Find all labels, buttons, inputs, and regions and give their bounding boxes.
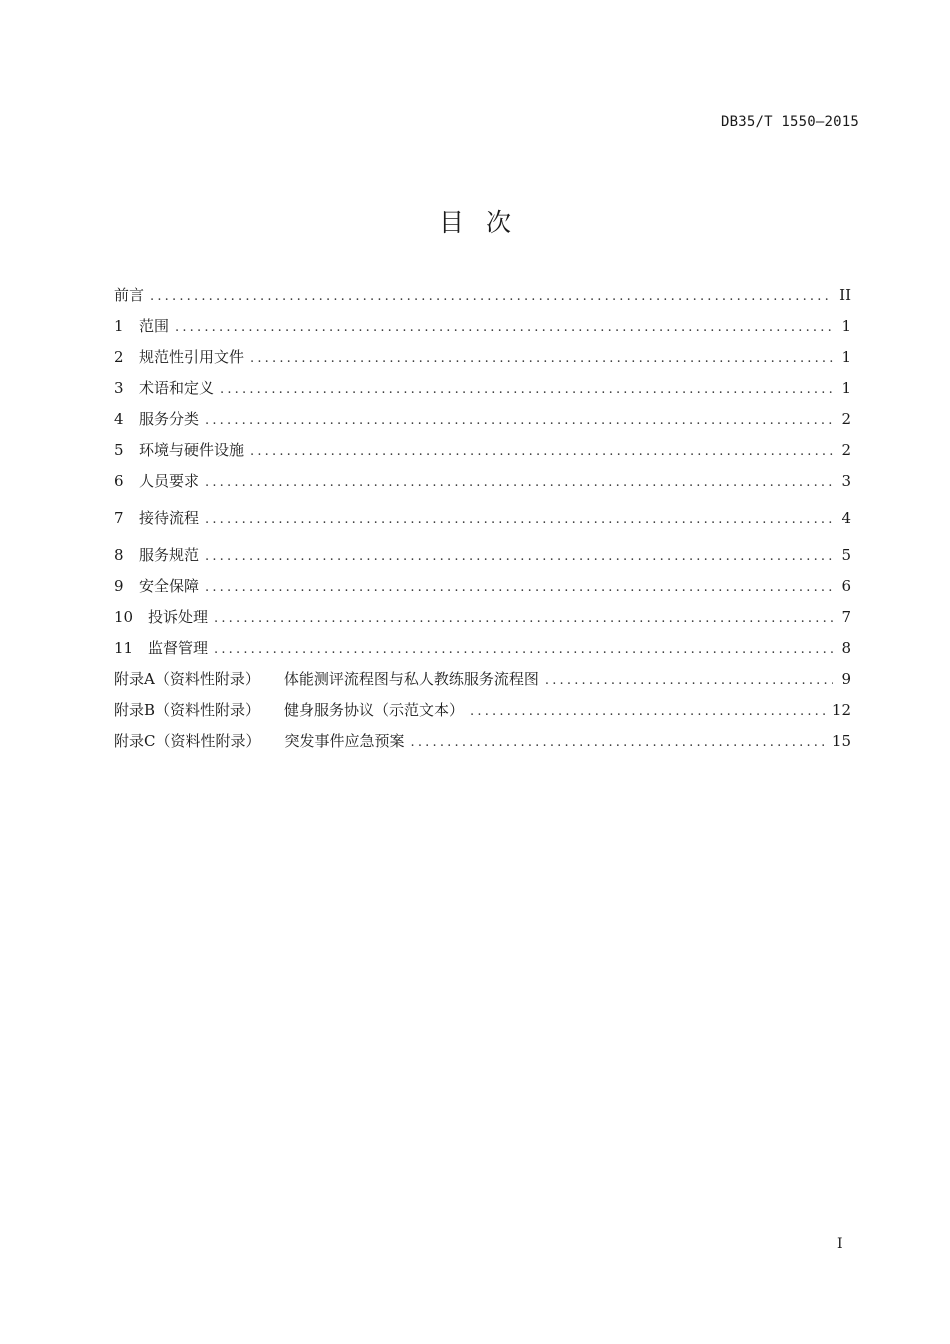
toc-entry-number: 11 [114,639,134,657]
toc-entry-label: 安全保障 [139,577,200,595]
toc-entry-label: 监督管理 [148,639,209,657]
toc-entry-number: 3 [114,379,124,397]
toc-entry-appendix-b[interactable] [114,699,851,730]
dot-leader [470,704,826,719]
toc-entry-page: 7 [841,608,851,626]
toc-entry-label: 接待流程 [139,509,200,527]
toc-entry-page: 4 [841,509,851,527]
toc-entry-4[interactable] [114,408,851,439]
toc-entry-8[interactable] [114,544,851,575]
toc-entry-page: 3 [841,472,851,490]
toc-appendix-prefix: 附录A（资料性附录） [114,670,260,688]
dot-leader [545,673,833,688]
toc-entry-11[interactable] [114,637,851,668]
toc-entry-label: 体能测评流程图与私人教练服务流程图 [283,670,539,688]
dot-leader [411,735,826,750]
toc-entry-label: 术语和定义 [139,379,215,397]
page-number: I [837,1236,843,1252]
toc-entry-label: 突发事件应急预案 [284,732,405,750]
toc-appendix-prefix: 附录B（资料性附录） [114,701,261,719]
toc-entry-label: 投诉处理 [148,608,209,626]
dot-leader [205,413,833,428]
toc-entry-number: 6 [114,472,124,490]
dot-leader [205,549,833,564]
toc-entry-page: 1 [841,348,851,366]
toc-entry-number: 1 [114,317,124,335]
dot-leader [214,611,833,626]
table-of-contents [114,284,851,761]
toc-entry-page: 6 [841,577,851,595]
toc-entry-5[interactable] [114,439,851,470]
toc-entry-label: 服务分类 [139,410,200,428]
toc-entry-number: 4 [114,410,124,428]
toc-entry-number: 2 [114,348,124,366]
dot-leader [205,512,833,527]
toc-entry-number: 5 [114,441,124,459]
toc-appendix-prefix: 附录C（资料性附录） [114,732,261,750]
toc-entry-9[interactable] [114,575,851,606]
toc-entry-label: 规范性引用文件 [139,348,245,366]
toc-entry-1[interactable] [114,315,851,346]
toc-entry-label: 健身服务协议（示范文本） [284,701,465,719]
toc-entry-page: 5 [841,546,851,564]
page-title: 目次 [438,208,533,237]
dot-leader [250,351,833,366]
toc-entry-label: 前言 [114,286,145,304]
toc-entry-label: 范围 [139,317,170,335]
dot-leader [205,580,833,595]
toc-entry-page: 9 [841,670,851,688]
toc-entry-page: 2 [841,441,851,459]
dot-leader [220,382,833,397]
toc-entry-label: 服务规范 [139,546,200,564]
toc-entry-page: 15 [831,732,851,750]
toc-entry-number: 9 [114,577,124,595]
toc-entry-number: 7 [114,509,124,527]
toc-entry-page: II [839,286,851,304]
toc-entry-page: 8 [841,639,851,657]
document-id: DB35/T 1550—2015 [720,114,859,130]
dot-leader [175,320,833,335]
toc-entry-page: 12 [831,701,851,719]
dot-leader [214,642,833,657]
toc-entry-page: 1 [841,317,851,335]
dot-leader [250,444,833,459]
dot-leader [150,289,833,304]
toc-entry-3[interactable] [114,377,851,408]
toc-entry-number: 10 [114,608,134,626]
toc-entry-number: 8 [114,546,124,564]
toc-entry-2[interactable] [114,346,851,377]
toc-entry-label: 人员要求 [139,472,200,490]
dot-leader [205,475,833,490]
toc-entry-appendix-c[interactable] [114,730,851,761]
toc-entry-label: 环境与硬件设施 [139,441,245,459]
toc-entry-10[interactable] [114,606,851,637]
toc-entry-7[interactable] [114,507,851,544]
toc-entry-page: 1 [841,379,851,397]
toc-entry-6[interactable] [114,470,851,507]
toc-entry-foreword[interactable] [114,284,851,315]
toc-entry-appendix-a[interactable] [114,668,851,699]
toc-entry-page: 2 [841,410,851,428]
